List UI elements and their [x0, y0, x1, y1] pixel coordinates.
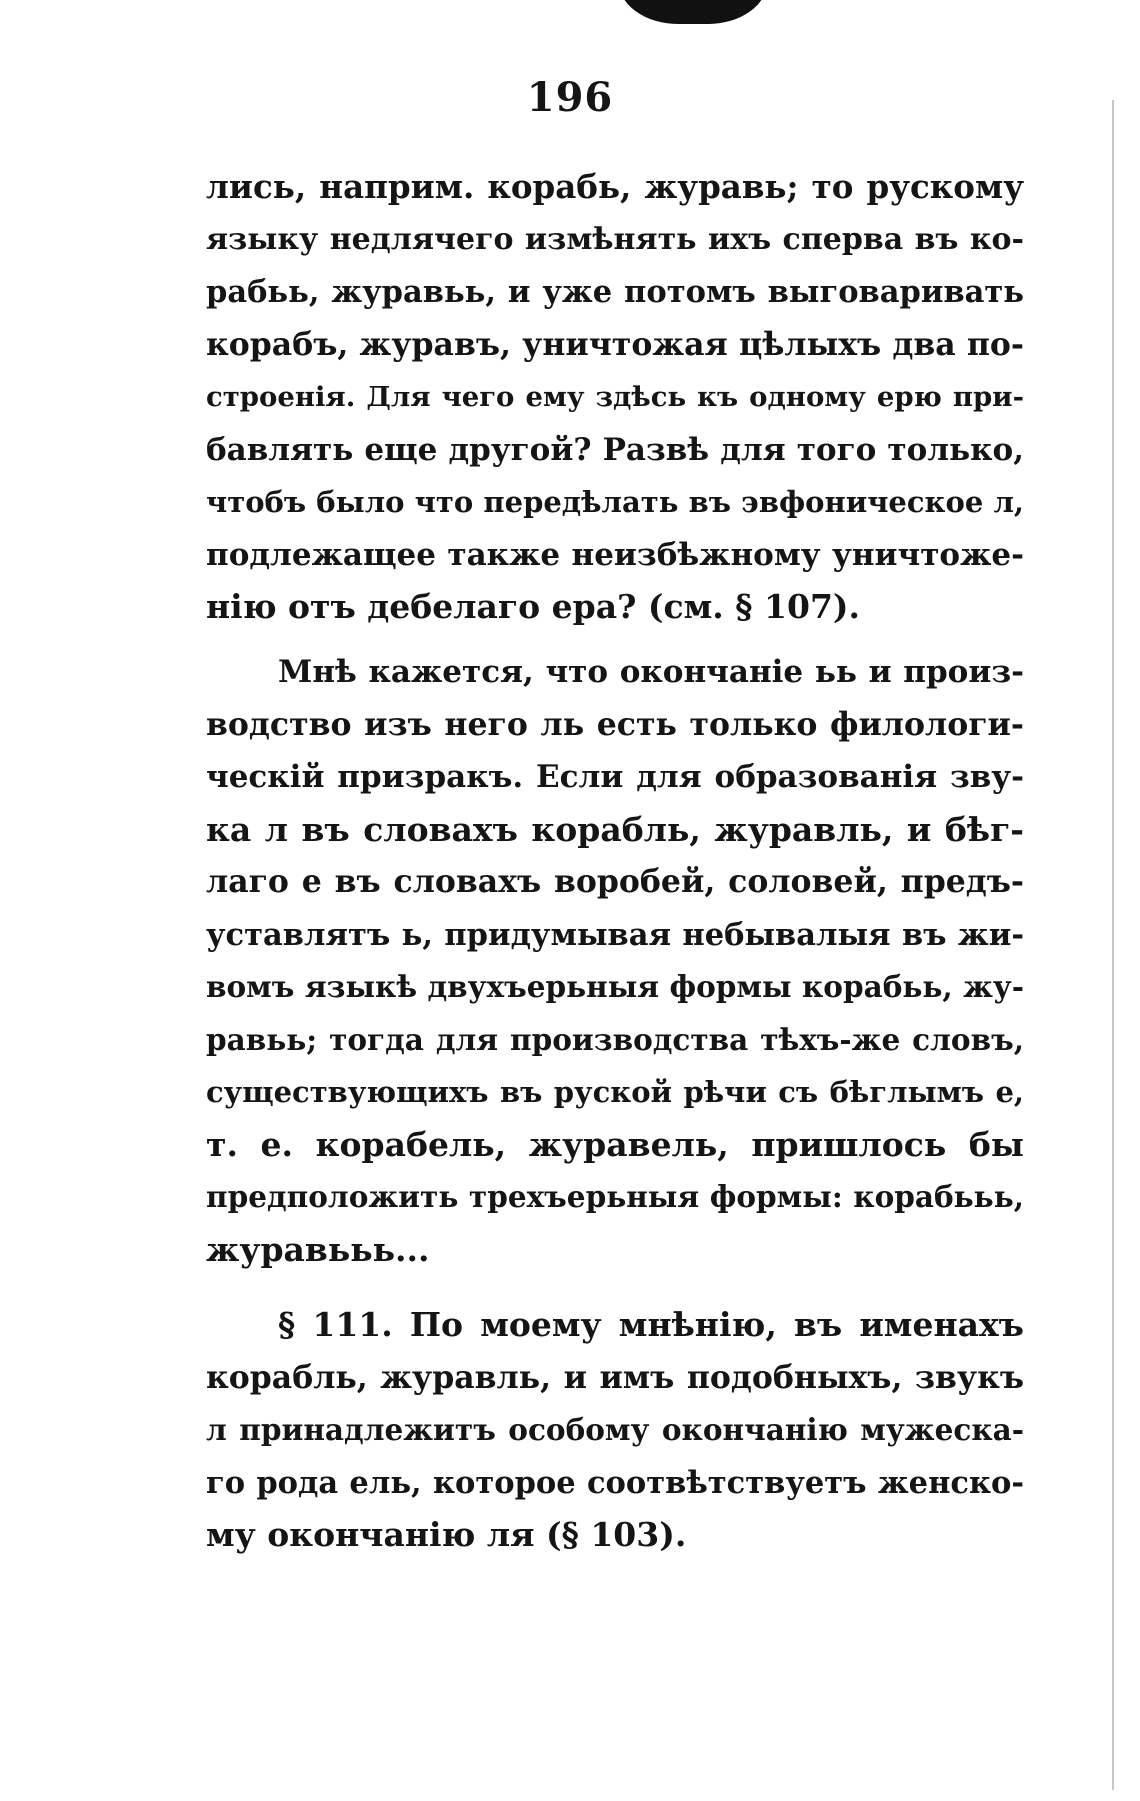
text-line: § 111. По моему мнѣнію, въ именахъ	[278, 1305, 1024, 1344]
ink-smudge	[618, 0, 768, 24]
text-line: журавььь...	[206, 1229, 430, 1269]
text-line: корабль, журавль, и имъ подобныхъ, звукъ	[206, 1358, 1024, 1396]
text-line: Мнѣ кажется, что окончаніе ьь и произ-	[278, 654, 1024, 690]
text-line: языку недлячего измѣнять ихъ сперва въ ко-	[206, 221, 1024, 257]
text-line: бавлять еще другой? Развѣ для того только,	[206, 431, 1024, 468]
text-line: ческій призракъ. Если для образованія зву-	[206, 759, 1024, 795]
text-line: уставлятъ ь, придумывая небывалыя въ жи-	[206, 916, 1024, 953]
text-line: нію отъ дебелаго ера? (см. § 107).	[206, 587, 861, 626]
text-line: ка л въ словахъ корабль, журавль, и бѣг-	[206, 809, 1024, 849]
text-line: го рода ель, которое соотвѣтствуетъ женско-	[206, 1464, 1024, 1501]
text-line: т. е. корабель, журавель, пришлось бы	[206, 1124, 1024, 1164]
text-line: корабъ, журавъ, уничтожая цѣлыхъ два по-	[206, 325, 1024, 363]
text-line: л принадлежитъ особому окончанію мужеска-	[206, 1412, 1024, 1447]
text-line: водство изъ него ль есть только филологи-	[206, 705, 1024, 743]
text-line: му окончанію ля (§ 103).	[206, 1515, 687, 1554]
text-line: рабьь, журавьь, и уже потомъ выговаривать	[206, 274, 1024, 310]
page-edge-line	[1112, 100, 1114, 1790]
text-line: равьь; тогда для производства тѣхъ-же словъ,	[206, 1021, 1024, 1057]
text-line: существующихъ въ руской рѣчи съ бѣглымъ е,	[206, 1075, 1024, 1109]
text-line: лаго е въ словахъ воробей, соловей, предъ-	[206, 863, 1024, 900]
text-line: строенія. Для чего ему здѣсь къ одному ерю при-	[206, 381, 1024, 413]
text-line: подлежащее также неизбѣжному уничтоже-	[206, 536, 1024, 573]
text-line: вомъ языкѣ двухъерьныя формы корабьь, жу-	[206, 969, 1024, 1004]
paragraph-3	[206, 1299, 1024, 1562]
text-line: лись, наприм. корабь, журавь; то рускому	[206, 167, 1024, 206]
text-line: чтобъ было что передѣлать въ эвфоническое л,	[206, 485, 1024, 519]
page-number: 196	[526, 74, 614, 121]
text-line: предположить трехъерьныя формы: корабььь,	[206, 1179, 1024, 1214]
paragraph-1	[206, 161, 1024, 634]
paragraph-2	[206, 646, 1024, 1276]
